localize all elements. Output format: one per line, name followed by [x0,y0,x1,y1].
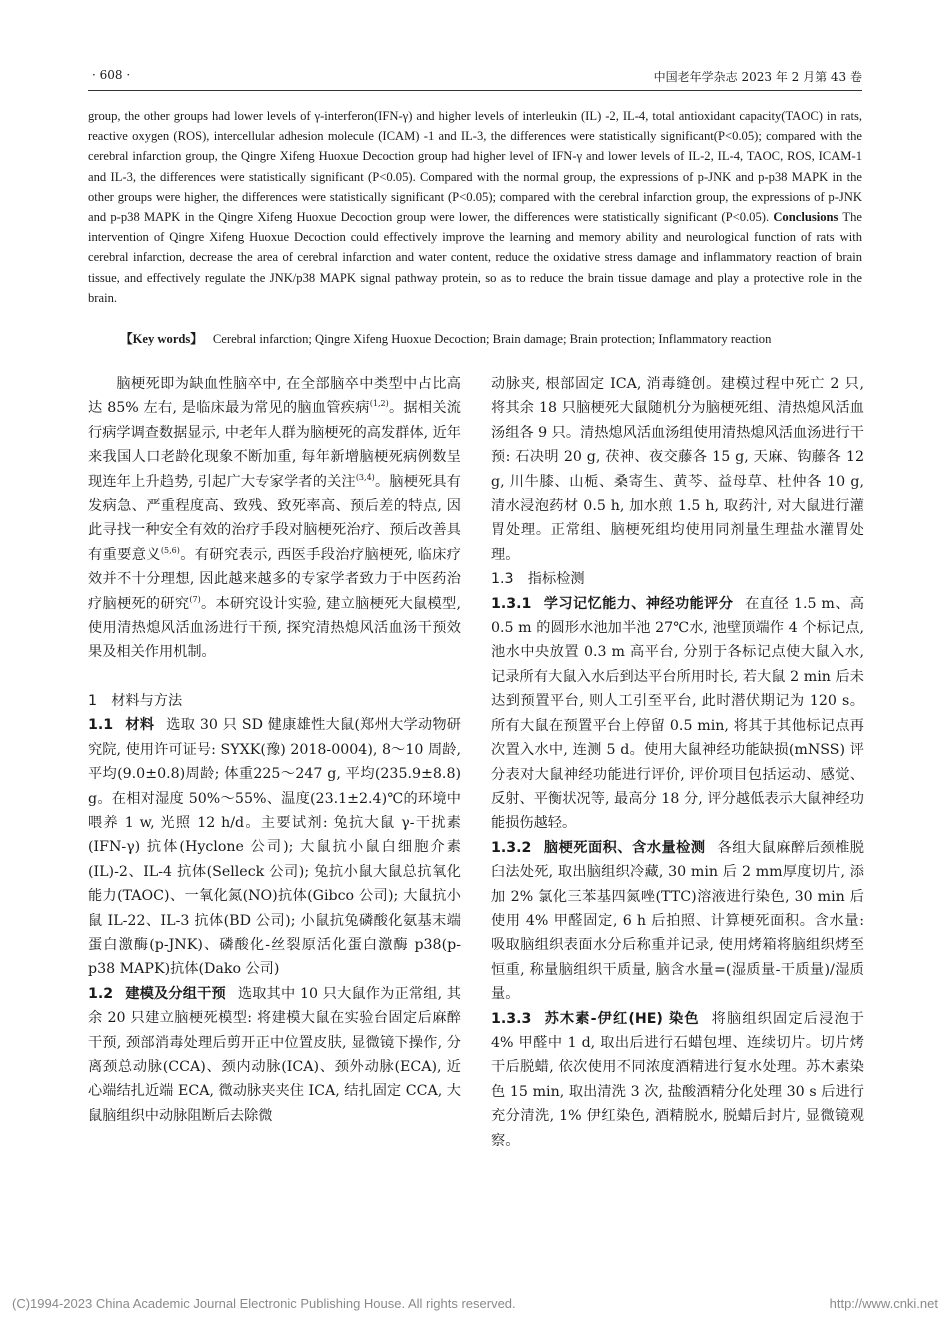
citation: (1,2) [369,399,389,409]
conclusions-label: Conclusions [773,210,839,225]
keywords-text: Cerebral infarction; Qingre Xifeng Huoxue Decoction; Brain damage; Brain protection; Inflammatory reaction [212,332,772,346]
abstract-continuation [88,106,862,308]
header-rule [88,90,862,91]
subsection-1-3-2: 1.3.2 脑梗死面积、含水量检测 各组大鼠麻醉后颈椎脱臼法处死, 取出脑组织冷藏, 30 min 后 2 mm厚度切片, 添加 2% 氯化三苯基四氮唑(TTC)溶液进行染色, 30 min 后使用 4% 甲醛固定, 6 h 后拍照、计算梗死面积。含水量: 吸取脑组织表面水分后称重并记录, 使用烤箱将脑组织烤至恒重, 称量脑组织干质量, 脑含水量=(湿质量-干质量)/湿质量。 [491,839,864,1003]
subsection-1-1: 1.1 材料 选取 30 只 SD 健康雄性大鼠(郑州大学动物研究院, 使用许可证号: SYXK(豫) 2018-0004), 8～10 周龄, 平均(9.0±0.8)周龄; 体重225～247 g, 平均(235.9±8.8) g。在相对湿度 50%～55%、温度(23.1±2.4)℃的环境中喂养 1 w, 光照 12 h/d。主要试剂: 兔抗大鼠 γ-干扰素(IFN-γ) 抗体(Hyclone 公司); 大鼠抗小鼠白细胞介素(IL)-2、IL-4 抗体(Selleck 公司); 兔抗小鼠大鼠总抗氧化能力(TAOC)、一氧化氮(NO)抗体(Gibco 公司); 大鼠抗小鼠 IL-22、IL-3 抗体(BD 公司); 小鼠抗兔磷酸化氨基末端蛋白激酶(p-JNK)、磷酸化-丝裂原活化蛋白激酶 p38(p-p38 MAPK)抗体(Dako 公司) [88,717,461,978]
copyright-notice: (C)1994-2023 China Academic Journal Electronic Publishing House. All rights reserved. [12,1296,516,1311]
subsection-1-2-continued: 动脉夹, 根部固定 ICA, 消毒缝创。建模过程中死亡 2 只, 将其余 18 只脑梗死大鼠随机分为脑梗死组、清热熄风活血汤组各 9 只。清热熄风活血汤组使用清热熄风活血汤进行干预: 石决明 20 g, 茯神、夜交藤各 15 g, 天麻、钩藤各 12 g, 川牛膝、山栀、桑寄生、黄芩、益母草、杜仲各 10 g, 清水浸泡药材 0.5 h, 加水煎 1.5 h, 取药汁, 对大鼠进行灌胃处理。正常组、脑梗死组均使用同剂量生理盐水灌胃处理。 [491,376,864,563]
conclusions-text: The intervention of Qingre Xifeng Huoxue Decoction could effectively improve the learning and memory ability and neurological function of rats with cerebral infarction, decrease the area of cerebral infarction and water content, reduce the oxidative stress damage and inflammatory reaction of brain tissue, and effectively regulate the JNK/p38 MAPK signal pathway protein, so as to reduce the brain tissue damage and play a protective role in the brain. [88,210,862,305]
subsection-1-3-3: 1.3.3 苏木素-伊红(HE) 染色 将脑组织固定后浸泡于 4% 甲醛中 1 d, 取出后进行石蜡包埋、连续切片。切片烤干后脱蜡, 依次使用不同浓度酒精进行复水处理。苏木素染色 15 min, 取出清洗 3 次, 盐酸酒精分化处理 30 s 后进行充分清洗, 1% 伊红染色, 酒精脱水, 脱蜡后封片, 显微镜观察。 [491,1010,864,1149]
left-column [88,372,461,1128]
section-title: 1 材料与方法 [88,692,183,709]
keywords-label: 【Key words】 [120,332,203,346]
abstract-text: group, the other groups had lower levels of γ-interferon(IFN-γ) and higher levels of interleukin (IL) -2, IL-4, total antioxidant capacity(TAOC) in rats, reactive oxygen (ROS), intercellular adhesion molecule (ICAM) -1 and IL-3, the differences were statistically significant(P<0.05); compared with the cerebral infarction group, the Qingre Xifeng Huoxue Decoction group had higher level of IFN-γ and lower levels of IL-2, IL-4, TAOC, ROS, ICAM-1 and IL-3, the differences were statistically significant (P<0.05). Compared with the normal group, the expressions of p-JNK and p-p38 MAPK in the other groups were higher, the differences were statistically significant (P<0.05); compared with the cerebral infarction group, the expressions of p-JNK and p-p38 MAPK in the Qingre Xifeng Huoxue Decoction group were lower, the differences were statistically significant (P<0.05). [88,109,862,225]
right-column [491,372,864,1153]
keywords [120,328,771,347]
citation: (5,6) [160,545,180,555]
subsection-1-3-1: 1.3.1 学习记忆能力、神经功能评分 在直径 1.5 m、高 0.5 m 的圆形水池加半池 27℃水, 池壁顶端作 4 个标记点, 池水中央放置 0.3 m 高平台, 分别于各标记点使大鼠入水, 记录所有大鼠入水后到达平台所用时长, 若大鼠 2 min 后未达到预置平台, 则人工引至平台, 此时潜伏期记为 120 s。所有大鼠在预置平台上停留 0.5 min, 将其于其他标记点再次置入水中, 连测 5 d。使用大鼠神经功能缺损(mNSS) 评分表对大鼠神经功能进行评价, 评价项目包括运动、感觉、反射、平衡状况等, 最高分 18 分, 评分越低表示大鼠神经功能损伤越轻。 [491,595,864,832]
subsection-title-1-3: 1.3 指标检测 [491,571,585,588]
citation: (7) [189,594,201,604]
cnki-link[interactable]: http://www.cnki.net [829,1296,938,1311]
journal-header: 中国老年学杂志 2023 年 2 月第 43 卷 [653,70,862,84]
citation: (3,4) [355,472,375,482]
footer [12,1296,938,1311]
intro-paragraph: 脑梗死即为缺血性脑卒中, 在全部脑卒中类型中占比高达 85% 左右, 是临床最为常见的脑血管疾病$^{(1,2)}$。据相关流行病学调查数据显示, 中老年人群为脑梗死的高发群体, 近年来我国人口老龄化现象不断加重, 每年新增脑梗死病例数呈现连年上升趋势, 引起广大专家学者的关注$^{(3,4)}$。脑梗死具有发病急、严重程度高、致残、致死率高、预后差的特点, 因此寻找一种安全有效的治疗手段对脑梗死治疗、预后改善具有重要意义$^{(5,6)}$。有研究表示, 西医手段治疗脑梗死, 临床疗效并不十分理想, 因此越来越多的专家学者致力于中医药治疗脑梗死的研究$^{(7)}$。本研究设计实验, 建立脑梗死大鼠模型, 使用清热熄风活血汤进行干预, 探究清热熄风活血汤干预效果及相关作用机制。 [88,376,461,661]
subsection-1-2: 1.2 建模及分组干预 选取其中 10 只大鼠作为正常组, 其余 20 只建立脑梗死模型: 将建模大鼠在实验台固定后麻醉干预, 颈部消毒处理后剪开正中位置皮肤, 显微镜下操作, 分离颈总动脉(CCA)、颈内动脉(ICA)、颈外动脉(ECA), 近心端结扎近端 ECA, 微动脉夹夹住 ICA, 结扎固定 CCA, 大鼠脑组织中动脉阻断后去除微 [88,985,461,1124]
page-number: · 608 · [92,68,131,82]
